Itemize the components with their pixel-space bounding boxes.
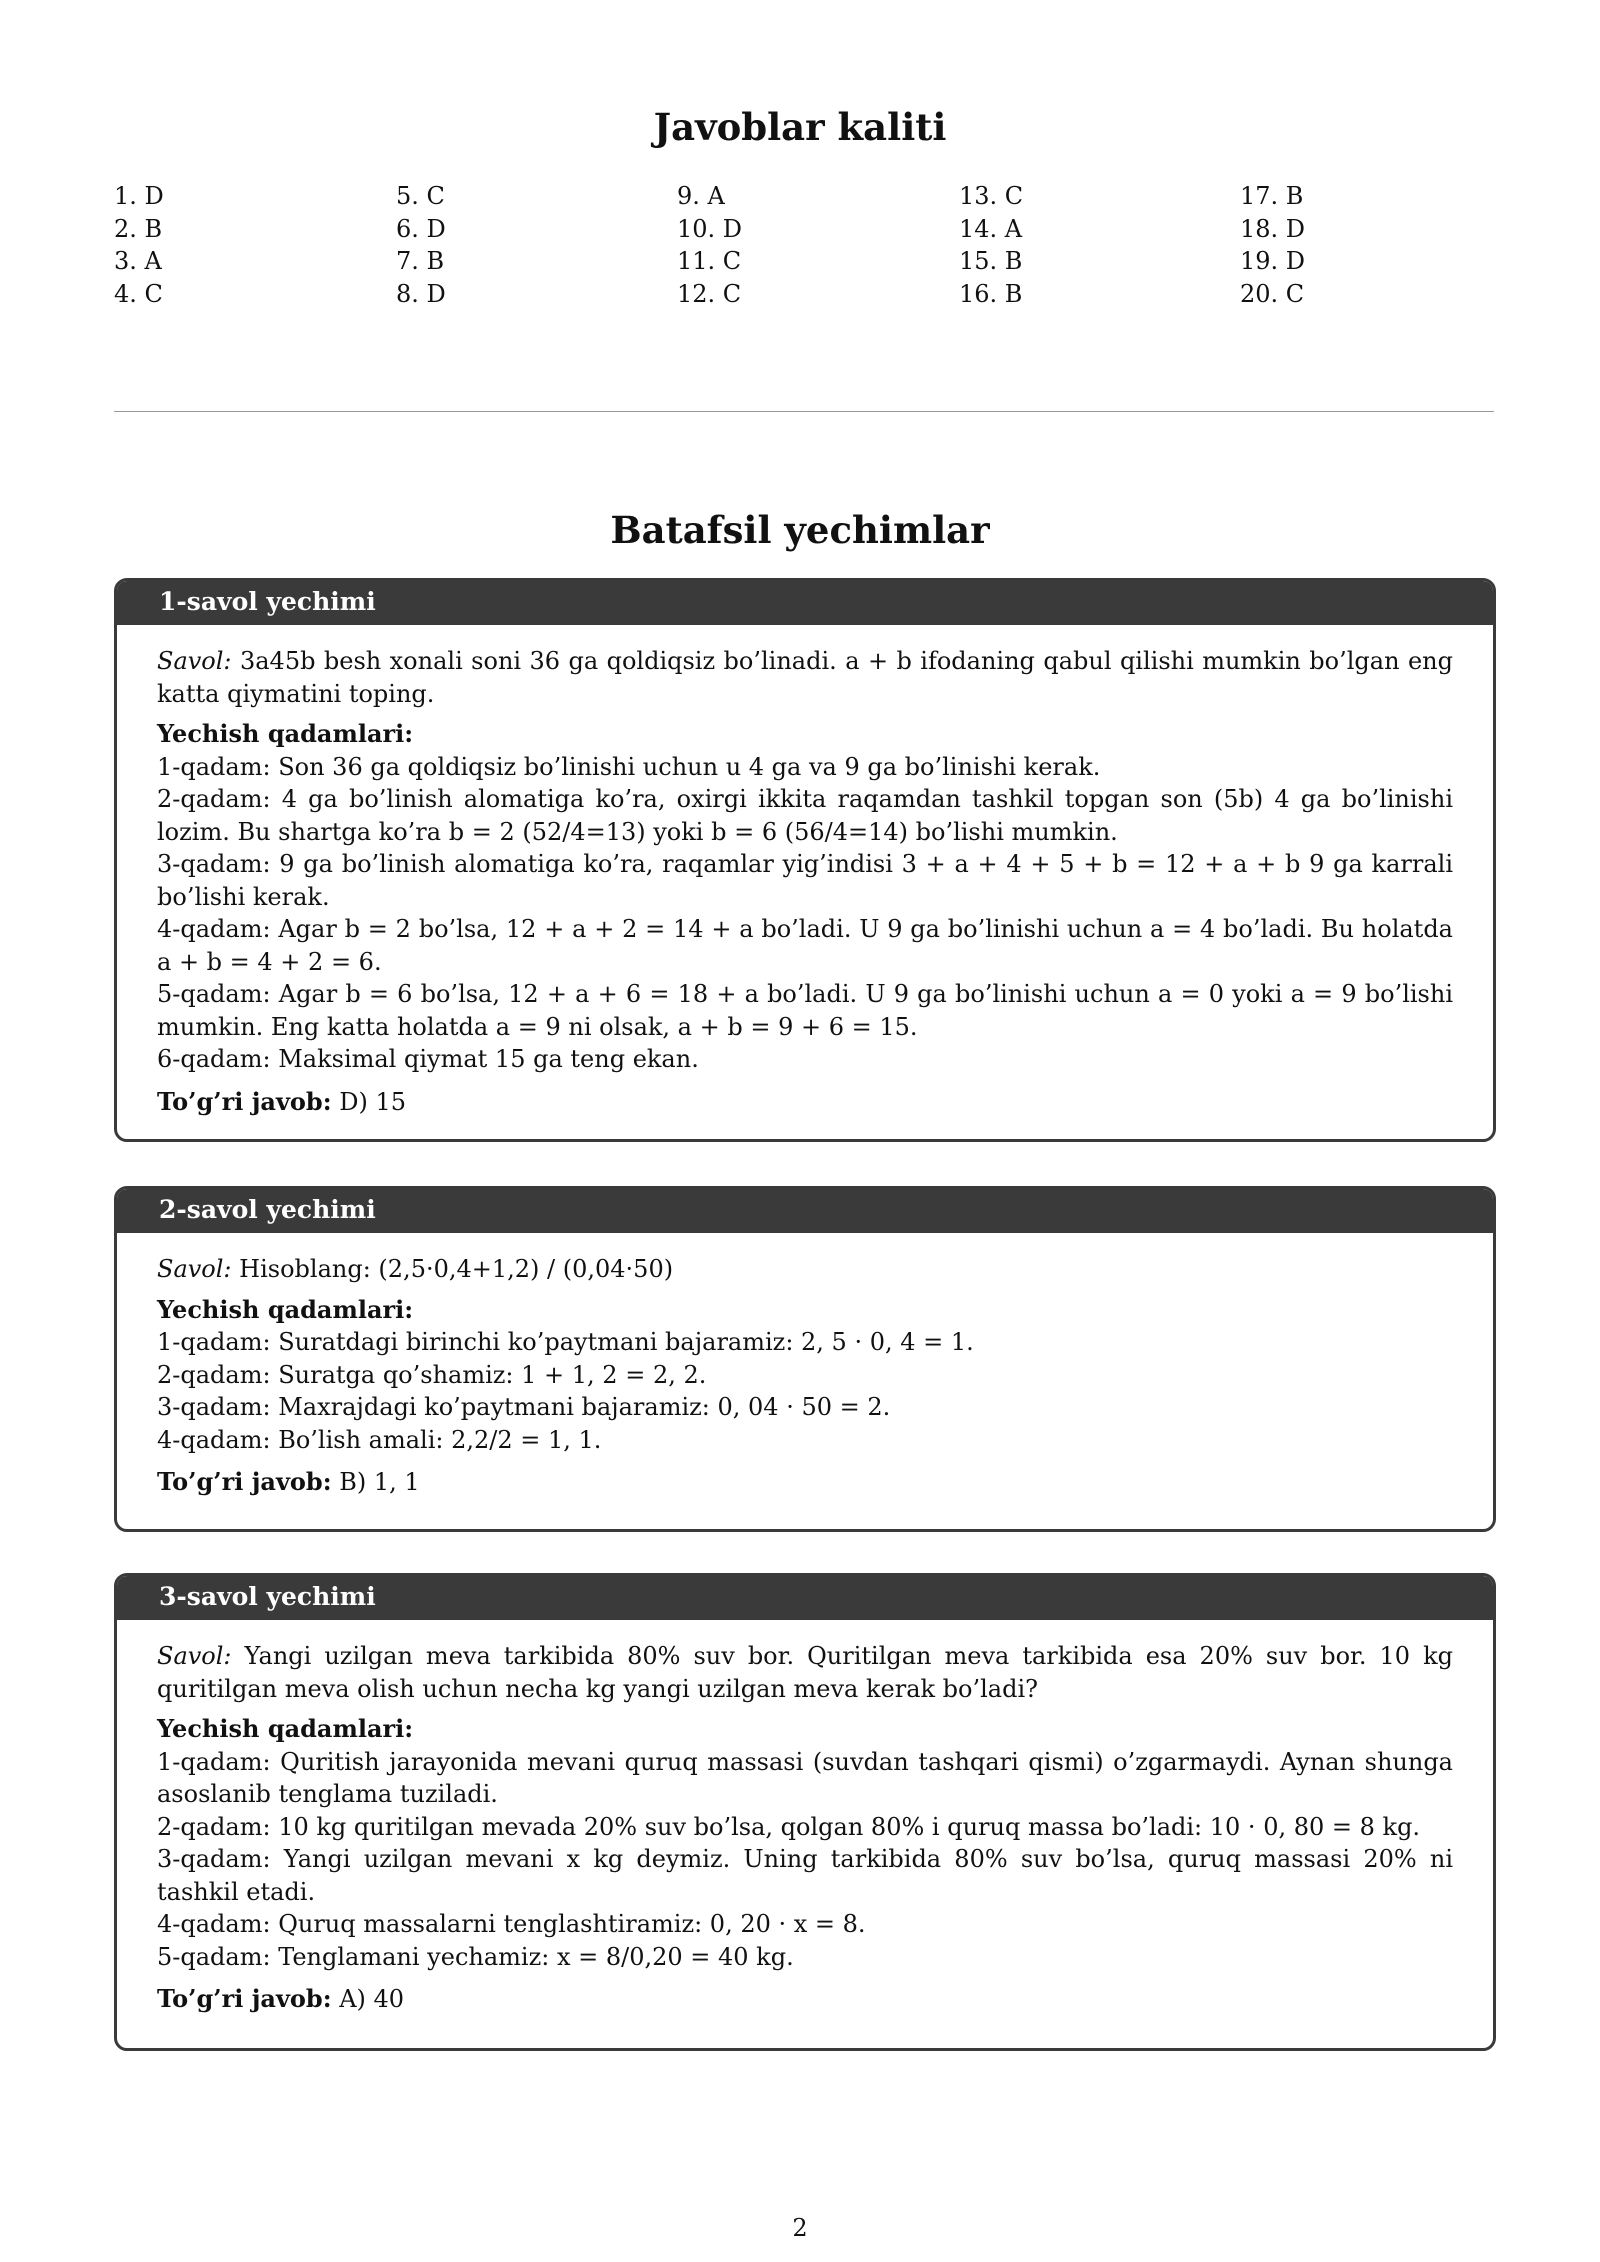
- solution-box-2: [114, 1186, 1496, 1532]
- answer-key-item: 18. D: [1240, 214, 1306, 243]
- step: 4-qadam: Quruq massalarni tenglashtiramiz: 0, 20 · x = 8.: [157, 1910, 866, 1938]
- answer-key-item: 4. C: [114, 279, 163, 308]
- question-text: Yangi uzilgan meva tarkibida 80% suv bor. Quritilgan meva tarkibida esa 20% suv bor. 10 kg quritilgan meva olish uchun necha kg yangi uzilgan meva kerak bo’ladi?: [157, 1642, 1453, 1703]
- answer-key-item: 17. B: [1240, 182, 1304, 210]
- correct-answer: [157, 1983, 1453, 2016]
- question-paragraph: [157, 645, 1453, 710]
- solution-body: [117, 625, 1493, 1118]
- answer-label: To’g’ri javob:: [157, 1467, 332, 1496]
- step: 6-qadam: Maksimal qiymat 15 ga teng ekan.: [157, 1045, 699, 1073]
- solutions-title: Batafsil yechimlar: [610, 508, 990, 552]
- answer-key-column: [1240, 180, 1305, 310]
- answer-key-item: 11. C: [677, 247, 742, 275]
- answer-key-item: 3. A: [114, 247, 162, 275]
- answer-key-item: 19. D: [1240, 247, 1306, 275]
- answer-value: B) 1, 1: [339, 1468, 420, 1496]
- solution-header: 2-savol yechimi: [117, 1189, 1493, 1233]
- answer-key-column: [114, 180, 164, 310]
- question-label: Savol:: [157, 1255, 232, 1283]
- step: 5-qadam: Tenglamani yechamiz: x = 8/0,20 = 40 kg.: [157, 1942, 794, 1971]
- correct-answer: [157, 1466, 1453, 1499]
- answer-key-item: 12. C: [677, 279, 742, 308]
- correct-answer: [157, 1086, 1453, 1119]
- step: 4-qadam: Bo’lish amali: 2,2/2 = 1, 1.: [157, 1425, 602, 1454]
- answer-key-item: 1. D: [114, 182, 164, 210]
- answer-key-item: 13. C: [959, 182, 1024, 210]
- solution-box-3: [114, 1573, 1496, 2051]
- step: 4-qadam: Agar b = 2 bo’lsa, 12 + a + 2 = 14 + a bo’ladi. U 9 ga bo’linishi uchun a = 4 bo’ladi. Bu holatda a + b = 4 + 2 = 6.: [157, 915, 1453, 976]
- answer-key-column: [677, 180, 742, 310]
- step: 3-qadam: Yangi uzilgan mevani x kg deymiz. Uning tarkibida 80% suv bo’lsa, quruq massasi 20% ni tashkil etadi.: [157, 1845, 1453, 1906]
- step: 5-qadam: Agar b = 6 bo’lsa, 12 + a + 6 = 18 + a bo’ladi. U 9 ga bo’linishi uchun a = 0 yoki a = 9 bo’lishi mumkin. Eng katta holatda a = 9 ni olsak, a + b = 9 + 6 = 15.: [157, 980, 1453, 1041]
- answer-key-item: 14. A: [959, 214, 1023, 243]
- step: 2-qadam: 4 ga bo’linish alomatiga ko’ra, oxirgi ikkita raqamdan tashkil topgan son (5b) 4 ga bo’linishi lozim. Bu shartga ko’ra b = 2 (52/4=13) yoki b = 6 (56/4=14) bo’lishi mumkin.: [157, 785, 1453, 846]
- answer-label: To’g’ri javob:: [157, 1086, 332, 1116]
- steps-title: Yechish qadamlari:: [157, 1294, 414, 1324]
- step: 2-qadam: Suratga qo’shamiz: 1 + 1, 2 = 2, 2.: [157, 1360, 707, 1389]
- solution-header: 1-savol yechimi: [117, 581, 1493, 625]
- answer-label: To’g’ri javob:: [157, 1984, 332, 2013]
- step: 2-qadam: 10 kg quritilgan mevada 20% suv bo’lsa, qolgan 80% i quruq massa bo’ladi: 10 · 0, 80 = 8 kg.: [157, 1812, 1421, 1841]
- solution-body: [117, 1620, 1493, 2016]
- question-text: 3a45b besh xonali soni 36 ga qoldiqsiz bo’linadi. a + b ifodaning qabul qilishi mumkin bo’lgan eng katta qiymatini toping.: [157, 647, 1453, 708]
- answer-key-item: 7. B: [396, 247, 445, 275]
- page-number: 2: [792, 2214, 808, 2242]
- step: 1-qadam: Son 36 ga qoldiqsiz bo’linishi uchun u 4 ga va 9 ga bo’linishi kerak.: [157, 752, 1101, 781]
- answer-key-item: 2. B: [114, 214, 163, 243]
- question-text: Hisoblang: (2,5·0,4+1,2) / (0,04·50): [239, 1255, 674, 1283]
- step: 1-qadam: Suratdagi birinchi ko’paytmani bajaramiz: 2, 5 · 0, 4 = 1.: [157, 1328, 974, 1356]
- steps-title: Yechish qadamlari:: [157, 1714, 414, 1743]
- answer-key-item: 20. C: [1240, 279, 1305, 308]
- answer-key-item: 5. C: [396, 182, 445, 210]
- answer-key-item: 9. A: [677, 182, 725, 210]
- question-label: Savol:: [157, 1642, 232, 1670]
- answer-key-column: [396, 180, 446, 310]
- solution-body: [117, 1233, 1493, 1499]
- answer-key-title: Javoblar kaliti: [653, 105, 947, 149]
- question-paragraph: [157, 1253, 1453, 1286]
- answer-key-item: 15. B: [959, 247, 1023, 275]
- solution-box-1: [114, 578, 1496, 1142]
- answer-key-item: 10. D: [677, 214, 743, 243]
- step: 3-qadam: Maxrajdagi ko’paytmani bajaramiz: 0, 04 · 50 = 2.: [157, 1393, 891, 1421]
- question-paragraph: [157, 1640, 1453, 1705]
- answer-key-item: 8. D: [396, 279, 446, 308]
- answer-key-item: 6. D: [396, 214, 446, 243]
- step: 3-qadam: 9 ga bo’linish alomatiga ko’ra, raqamlar yig’indisi 3 + a + 4 + 5 + b = 12 + a + b 9 ga karrali bo’lishi kerak.: [157, 850, 1453, 911]
- steps-title: Yechish qadamlari:: [157, 719, 414, 748]
- step: 1-qadam: Quritish jarayonida mevani quruq massasi (suvdan tashqari qismi) o’zgarmaydi. Aynan shunga asoslanib tenglama tuziladi.: [157, 1747, 1453, 1808]
- solution-header: 3-savol yechimi: [117, 1576, 1493, 1620]
- answer-value: D) 15: [339, 1087, 406, 1116]
- answer-value: A) 40: [339, 1985, 405, 2013]
- answer-key-column: [959, 180, 1023, 310]
- section-divider: [114, 411, 1494, 412]
- answer-key-item: 16. B: [959, 279, 1023, 308]
- question-label: Savol:: [157, 647, 232, 675]
